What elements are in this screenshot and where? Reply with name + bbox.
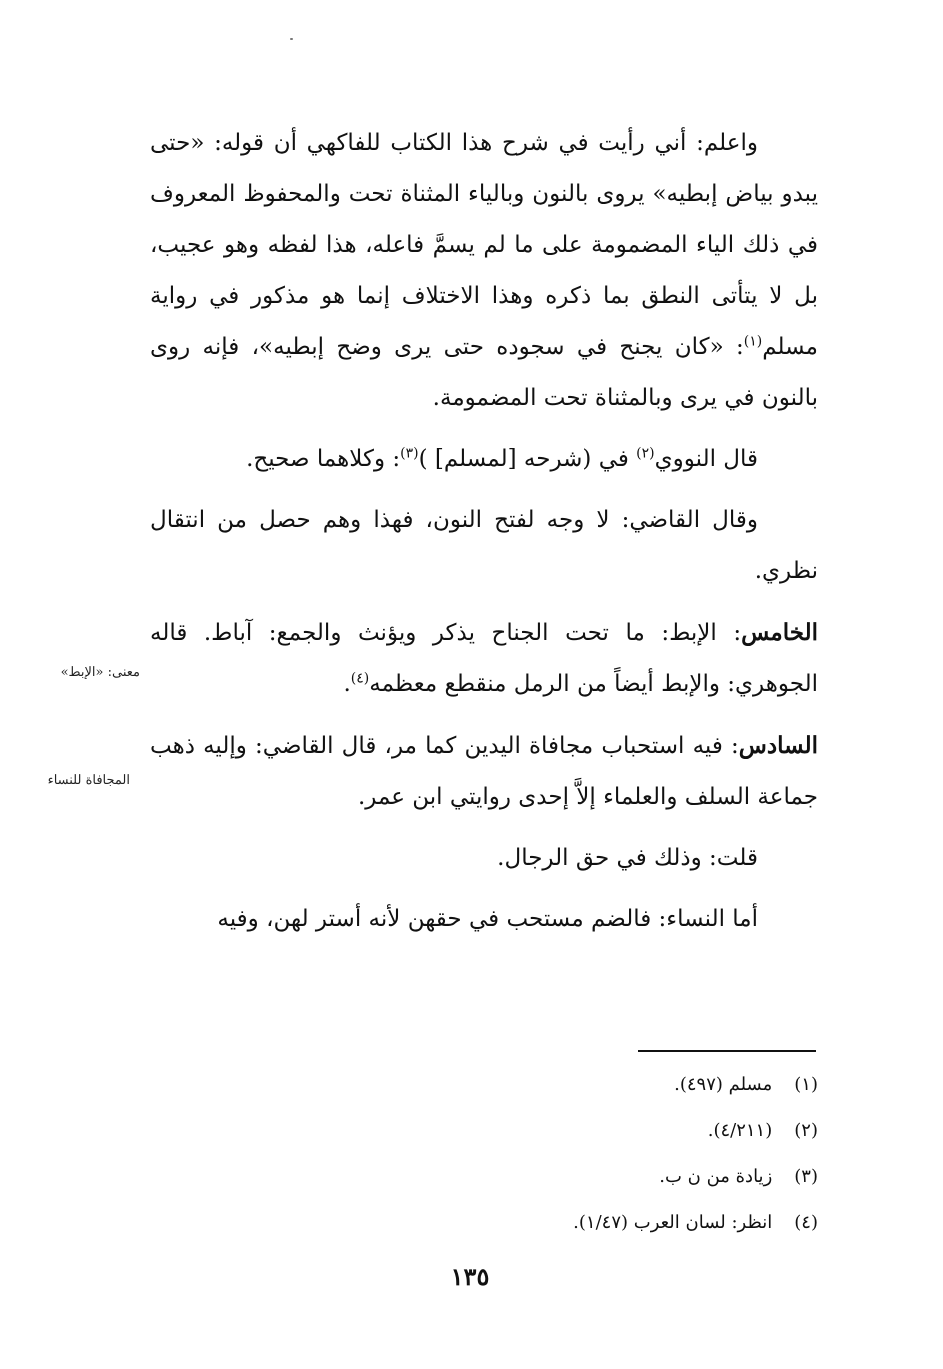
footnote-2 [300, 1108, 818, 1154]
main-text [150, 118, 818, 955]
footnote-3 [300, 1154, 818, 1200]
paragraph-3 [150, 495, 818, 597]
footnote-divider [638, 1050, 816, 1052]
page-number: ١٣٥ [450, 1262, 490, 1291]
paragraph-text: : «كان يجنح في سجوده حتى يرى وضح إبطيه»، فإنه روى بالنون في يرى وبالمثناة تحت المضمومة. [150, 334, 818, 411]
paragraph-5 [150, 720, 818, 823]
paragraph-text: : فيه استحباب مجافاة اليدين كما مر، قال القاضي: وإليه ذهب جماعة السلف والعلماء إلاَّ إحدى روايتي ابن عمر. [150, 733, 818, 810]
paragraph-text: أما النساء: فالضم مستحب في حقهن لأنه أستر لهن، وفيه [217, 906, 758, 932]
paragraph-text: قال النووي [654, 446, 758, 472]
footnote-number: (٢) [794, 1120, 818, 1141]
paragraph-4 [150, 607, 818, 710]
footnote-text: زيادة من ن ب. [659, 1166, 773, 1187]
section-heading-fifth: الخامس [741, 619, 818, 646]
footnote-4 [300, 1200, 818, 1246]
scan-speck [290, 38, 293, 40]
paragraph-6 [150, 833, 818, 884]
paragraph-text: وقال القاضي: لا وجه لفتح النون، فهذا وهم حصل من انتقال نظري. [150, 507, 818, 584]
paragraph-2 [150, 434, 818, 485]
footnote-text: (٤/٢١١). [707, 1120, 773, 1141]
footnote-ref-2[interactable]: (٢) [636, 445, 655, 462]
paragraph-text: في (شرحه [لمسلم] ) [418, 446, 637, 472]
footnote-number: (٤) [794, 1212, 818, 1233]
footnotes [300, 1062, 818, 1246]
paragraph-text: : الإبط: ما تحت الجناح يذكر ويؤنث والجمع: آباط. قاله الجوهري: والإبط أيضاً من الرمل منقطع معظمه [150, 620, 818, 697]
footnote-ref-3[interactable]: (٣) [400, 445, 419, 462]
footnote-ref-1[interactable]: (١) [743, 333, 763, 350]
paragraph-text: واعلم: أني رأيت في شرح هذا الكتاب للفاكهي أن قوله: «حتى يبدو بياض إبطيه» يروى بالنون وبالياء المثناة تحت والمحفوظ المعروف في ذلك الياء المضمومة على ما لم يسمَّ فاعله، هذا لفظه وهو عجيب، بل لا يتأتى النطق بما ذكره وهذا الاختلاف إنما هو مذكور في رواية مسلم [150, 130, 818, 360]
paragraph-7 [150, 894, 818, 945]
footnote-number: (١) [794, 1074, 818, 1095]
paragraph-text: : وكلاهما صحيح. [246, 446, 401, 472]
footnote-ref-4[interactable]: (٤) [350, 670, 370, 687]
footnote-1 [300, 1062, 818, 1108]
footnote-text: انظر: لسان العرب (١/٤٧). [573, 1212, 773, 1233]
margin-note-ibt: معنى: «الإبط» [60, 665, 140, 680]
footnote-text: مسلم (٤٩٧). [674, 1074, 773, 1095]
paragraph-text: . [343, 671, 351, 697]
paragraph-1 [150, 118, 818, 424]
section-heading-sixth: السادس [738, 732, 818, 759]
margin-note-mujafah: المجافاة للنساء [47, 773, 130, 788]
paragraph-text: قلت: وذلك في حق الرجال. [497, 845, 758, 871]
footnote-number: (٣) [794, 1166, 818, 1187]
